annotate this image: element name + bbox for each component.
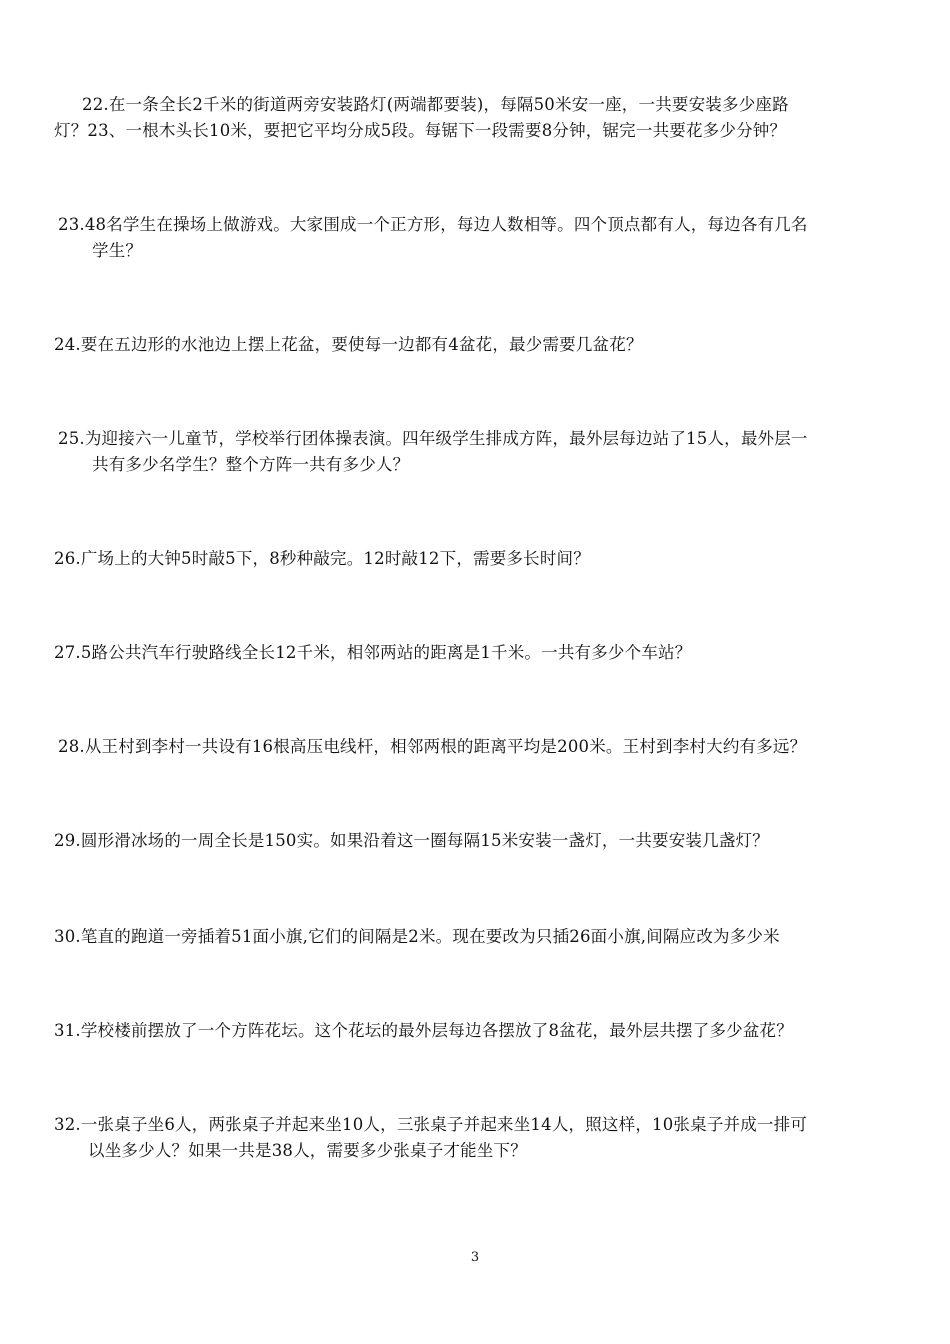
question-24 [54,332,910,358]
question-25 [58,426,914,478]
question-27 [54,640,910,666]
question-29 [54,828,910,854]
question-28-line-1: 28.从王村到李村一共设有16根高压电线杆，相邻两根的距离平均是200米。王村到李村大约有多远？ [58,737,807,756]
question-30-line-1: 30.笔直的跑道一旁插着51面小旗,它们的间隔是2米。现在要改为只插26面小旗,间隔应改为多少米 [54,927,780,946]
question-26 [54,546,910,572]
question-22 [54,92,910,144]
question-32-line-1: 32.一张桌子坐6人，两张桌子并起来坐10人，三张桌子并起来坐14人，照这样，10张桌子并成一排可 [54,1115,808,1134]
question-27-line-1: 27.5路公共汽车行驶路线全长12千米，相邻两站的距离是1千米。一共有多少个车站？ [54,643,692,662]
page-number: 3 [470,1250,480,1265]
question-30 [54,924,910,950]
question-23-line-1: 23.48名学生在操场上做游戏。大家围成一个正方形，每边人数相等。四个顶点都有人，每边各有几名 [58,215,808,234]
question-31-line-1: 31.学校楼前摆放了一个方阵花坛。这个花坛的最外层每边各摆放了8盆花，最外层共摆了多少盆花？ [54,1021,793,1040]
question-22-line-2: 灯？23、一根木头长10米，要把它平均分成5段。每锯下一段需要8分钟，锯完一共要花多少分钟？ [54,121,787,140]
question-28 [58,734,914,760]
question-32 [54,1112,910,1164]
question-23 [58,212,914,264]
question-22-line-1: 22.在一条全长2千米的街道两旁安装路灯(两端都要装)，每隔50米安一座，一共要安装多少座路 [82,95,789,114]
question-32-line-2: 以坐多少人？如果一共是38人，需要多少张桌子才能坐下？ [88,1141,527,1160]
question-25-line-2: 共有多少名学生？整个方阵一共有多少人？ [92,455,410,474]
question-24-line-1: 24.要在五边形的水池边上摆上花盆，要使每一边都有4盆花，最少需要几盆花？ [54,335,643,354]
question-25-line-1: 25.为迎接六一儿童节，学校举行团体操表演。四年级学生排成方阵，最外层每边站了15人，最外层一 [58,429,808,448]
question-29-line-1: 29.圆形滑冰场的一周全长是150实。如果沿着这一圈每隔15米安装一盏灯，一共要安装几盏灯？ [54,831,769,850]
question-31 [54,1018,910,1044]
question-26-line-1: 26.广场上的大钟5时敲5下，8秒种敲完。12时敲12下，需要多长时间？ [54,549,590,568]
question-23-line-2: 学生？ [92,241,143,260]
